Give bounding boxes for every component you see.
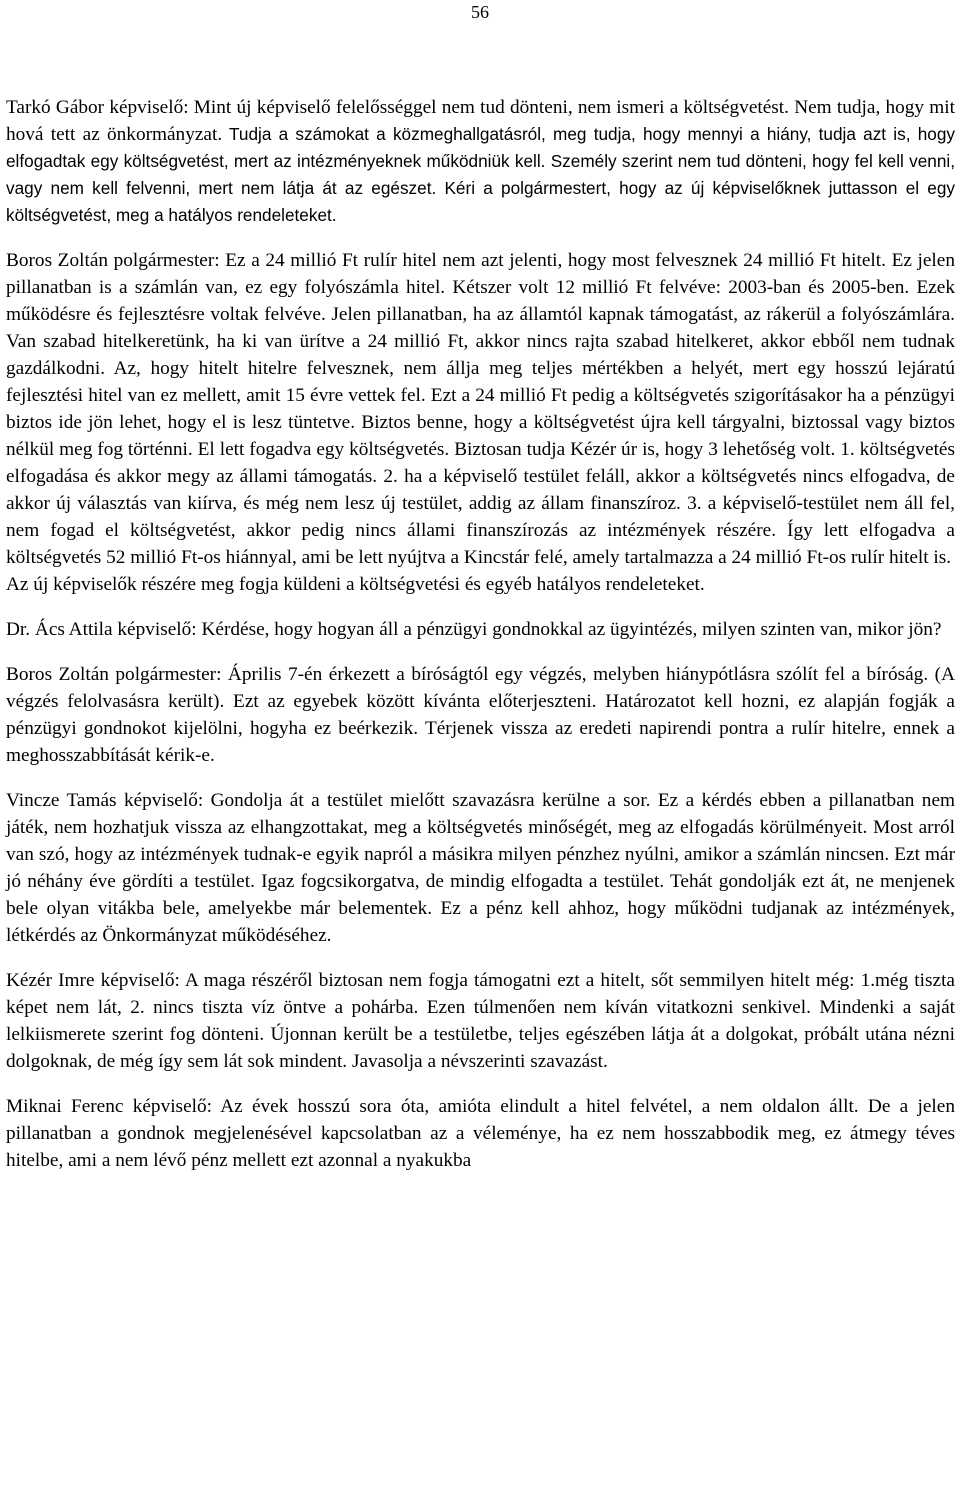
paragraph-boros-1-cont: Az új képviselők részére meg fogja küldeni a költségvetési és egyéb hatályos rendeleteket. [6,574,705,595]
paragraph-boros-2: Boros Zoltán polgármester: Április 7-én érkezett a bíróságtól egy végzés, melyben hiánypótlásra szólít fel a bíróság. (A végzés felolvasásra került). Ezt az egyebek között kívánta előterjeszteni. Határozatot kell hozni, ez alapján fogják a pénzügyi gondnokot kijelölni, hogyha ez beérkezik. Térjenek vissza az eredeti napirendi pontra a rulír hitelre, ennek a meghosszabbítását kérik-e. [6,664,955,766]
document-body [6,94,955,1192]
paragraph-tarko [6,94,955,229]
paragraph-tarko-part1: Tarkó Gábor képviselő: Mint új képviselő felelősséggel nem tud dönteni, nem ismeri a költségvetést. Nem tudja, hogy mit hová tett az önkormányzat. [6,97,955,145]
page-number: 56 [471,2,489,22]
paragraph-tarko-part2: Tudja a számokat a közmeghallgatásról, meg tudja, hogy mennyi a hiány, tudja azt is, hogy elfogadtak egy költségvetést, mert az intézményeknek működniük kell. Személy szerint nem tud dönteni, hogy fel kell venni, vagy nem kell felvenni, mert nem látja át az egészet. Kéri a polgármestert, hogy az új képviselőknek juttasson el egy költségvetést, meg a hatályos rendeleteket. [6,124,955,225]
paragraph-miknai: Miknai Ferenc képviselő: Az évek hosszú sora óta, amióta elindult a hitel felvétel, a nem oldalon állt. De a jelen pillanatban a gondnok megjelenésével kapcsolatban az a véleménye, ha ez nem hosszabbodik meg, ez átmegy téves hitelbe, ami a nem lévő pénz mellett ezt azonnal a nyakukba [6,1096,955,1171]
paragraph-acs: Dr. Ács Attila képviselő: Kérdése, hogy hogyan áll a pénzügyi gondnokkal az ügyintézés, milyen szinten van, mikor jön? [6,619,942,640]
paragraph-vincze: Vincze Tamás képviselő: Gondolja át a testület mielőtt szavazásra kerülne a sor. Ez a kérdés ebben a pillanatban nem játék, nem hozhatjuk vissza az elhangzottakat, meg a költségvetés minőségét, meg az elfogadás körülményeit. Most arról van szó, hogy az intézmények tudnak-e egyik napról a másikra milyen pénzhez nyúlni, amikor a számlán nincsen. Ezt már jó néhány éve gördíti a testület. Igaz fogcsikorgatva, de mindig elfogadta a testület. Tehát gondolják ezt át, ne menjenek bele olyan vitákba bele, amelyekbe már belementek. Ez a pénz kell ahhoz, hogy működni tudjanak az intézmények, létkérdés az Önkormányzat működéséhez. [6,790,955,946]
paragraph-kezer: Kézér Imre képviselő: A maga részéről biztosan nem fogja támogatni ezt a hitelt, sőt semmilyen hitelt még: 1.még tiszta képet nem lát, 2. nincs tiszta víz öntve a pohárba. Ezen túlmenően nem kíván vitatkozni senkivel. Mindenki a saját lelkiismerete szerint fog dönteni. Újonnan került be a testületbe, teljes egészében látja át a dolgokat, próbált utána nézni dolgoknak, de még így sem lát sok mindent. Javasolja a névszerinti szavazást. [6,970,955,1072]
paragraph-boros-1: Boros Zoltán polgármester: Ez a 24 millió Ft rulír hitel nem azt jelenti, hogy most felvesznek 24 millió Ft hitelt. Ez jelen pillanatban is a számlán van, ez egy folyószámla hitel. Kétszer volt 12 millió Ft felvéve: 2003-ban és 2005-ben. Ezek működésre és fejlesztésre voltak felvéve. Jelen pillanatban, ha az államtól kapnak támogatást, az rákerül a folyószámlára. Van szabad hitelkeretünk, ha ki van ürítve a 24 millió Ft, akkor nincs rajta szabad hitelkeret, akkor ebből nem tudnak gazdálkodni. Az, hogy hitelt hitelre felvesznek, nem állja meg teljes mértékben a helyét, mert egy hosszú lejáratú fejlesztési hitel van ez mellett, amit 15 évre vettek fel. Ezt a 24 millió Ft pedig a költségvetés szigorításakor ha a pénzügyi biztos ide jön lehet, hogy el is lesz tüntetve. Biztos benne, hogy a költségvetést újra kell tárgyalni, biztossal vagy biztos nélkül meg fog történni. El lett fogadva egy költségvetés. Biztosan tudja Kézér úr is, hogy 3 lehetőség volt. 1. költségvetés elfogadása és akkor megy az állami támogatás. 2. ha a képviselő testület feláll, akkor a költségvetés nincs elfogadva, de akkor új választás van kiírva, és még nem lesz új testület, addig az állam finanszíroz. 3. a képviselő-testület nem áll fel, nem fogad el költségvetést, akkor pedig nincs állami finanszírozás az intézmények részére. Így lett elfogadva a költségvetés 52 millió Ft-os hiánnyal, ami be lett nyújtva a Kincstár felé, amely tartalmazza a 24 millió Ft-os rulír hitelt is. [6,250,955,568]
